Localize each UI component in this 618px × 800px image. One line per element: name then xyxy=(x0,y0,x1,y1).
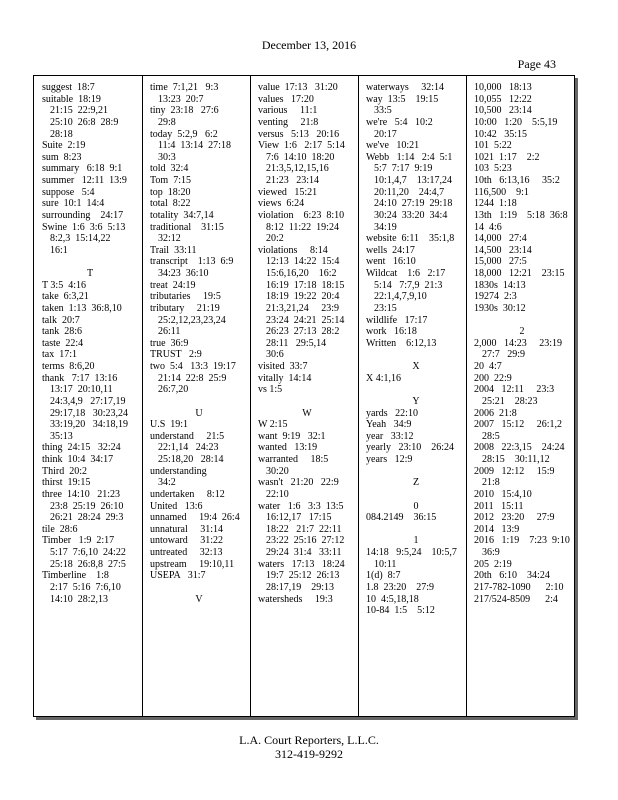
index-entry: Yeah 34:9 xyxy=(366,419,412,431)
index-entry: visited 33:7 xyxy=(258,361,308,372)
index-entry: 19274 2:3 xyxy=(474,291,517,303)
index-entry-continuation: 28:17,19 29:13 xyxy=(266,581,335,593)
blank-line xyxy=(366,349,466,361)
index-entry: time 7:1,21 9:3 xyxy=(150,82,219,93)
index-entry: 1021 1:17 2:2 xyxy=(474,151,540,163)
index-entry: summary 6:18 9:1 xyxy=(42,163,123,175)
index-entry-continuation: 28:15 30:11,12 xyxy=(482,454,550,465)
index-entry-continuation: 7:6 14:10 18:20 xyxy=(266,151,335,163)
blank-line xyxy=(366,489,466,501)
blank-line xyxy=(366,466,466,478)
footer xyxy=(0,733,618,761)
index-entry: views 6:24 xyxy=(258,198,305,210)
index-entry: 20th 6:10 34:24 xyxy=(474,570,550,582)
index-entry: 10,000 18:13 xyxy=(474,82,532,93)
index-entry: work 16:18 xyxy=(366,326,417,338)
index-entry: 1.8 23:20 27:9 xyxy=(366,581,435,593)
index-entry-continuation: 28:11 29:5,14 xyxy=(266,337,327,349)
index-entry-continuation: 33:5 xyxy=(374,105,392,117)
index-entry: wells 24:17 xyxy=(366,244,415,256)
index-entry: value 17:13 31:20 xyxy=(258,82,338,93)
index-entry: 1830s 14:13 xyxy=(474,279,526,291)
blank-line xyxy=(474,315,570,327)
index-entry: transcript 1:13 6:9 xyxy=(150,256,234,268)
section-letter: T xyxy=(86,268,94,279)
index-entry: violations 8:14 xyxy=(258,244,328,256)
index-entry-continuation: 21:3,21,24 23:9 xyxy=(266,302,340,314)
index-entry: we've 10:21 xyxy=(366,140,420,152)
index-entry: 205 2:19 xyxy=(474,558,512,570)
index-entry: waterways 32:14 xyxy=(366,82,445,93)
index-entry: Timberline 1:8 xyxy=(42,570,109,582)
index-entry: wildlife 17:17 xyxy=(366,314,428,326)
index-entry-continuation: 25:18,20 28:14 xyxy=(158,454,224,465)
index-entry: tributary 21:19 xyxy=(150,302,220,314)
index-entry: 10th 6:13,16 35:2 xyxy=(474,175,560,186)
blank-line xyxy=(366,524,466,536)
index-entry-continuation: 27:7 29:9 xyxy=(482,349,526,361)
index-entry: 084.2149 36:15 xyxy=(366,512,437,524)
index-entry: Trail 33:11 xyxy=(150,244,197,256)
index-entry: 2008 22:3,15 24:24 xyxy=(474,442,565,454)
index-entry: Swine 1:6 3:6 5:13 xyxy=(42,221,126,233)
section-letter: Z xyxy=(412,477,420,489)
index-entry: sure 10:1 14:4 xyxy=(42,198,105,210)
index-entry: U.S 19:1 xyxy=(150,419,189,431)
index-entry-continuation: 21:3,5,12,15,16 xyxy=(266,163,329,175)
index-entry: View 1:6 2:17 5:14 xyxy=(258,140,345,152)
index-entry-continuation: 21:8 xyxy=(482,477,500,489)
index-entry: versus 5:13 20:16 xyxy=(258,128,340,140)
index-entry: values 17:20 xyxy=(258,93,314,105)
index-entry: traditional 31:15 xyxy=(150,221,224,233)
index-entry-continuation: 35:13 xyxy=(50,430,73,442)
index-entry: TRUST 2:9 xyxy=(150,349,202,361)
index-entry: 10:00 1:20 5:5,19 xyxy=(474,116,558,128)
index-entry-continuation: 30:20 xyxy=(266,465,289,477)
index-entry: vitally 14:14 xyxy=(258,372,312,384)
index-entry-continuation: 22:10 xyxy=(266,488,289,500)
page-number: Page 43 xyxy=(517,57,556,71)
index-entry: 18,000 12:21 23:15 xyxy=(474,268,565,279)
section-letter: W xyxy=(302,407,312,419)
transcript-date: December 13, 2016 xyxy=(261,38,357,52)
index-entry: 14 4:6 xyxy=(474,221,502,233)
index-entry-continuation: 23:15 xyxy=(374,302,397,314)
index-entry: sum 8:23 xyxy=(42,151,82,163)
index-entry: suppose 5:4 xyxy=(42,186,95,198)
index-entry: want 9:19 32:1 xyxy=(258,430,326,442)
index-entry-continuation: 26:7,20 xyxy=(158,384,189,396)
index-entry: Suite 2:19 xyxy=(42,140,86,152)
index-entry: suitable 18:19 xyxy=(42,93,101,105)
index-entry-continuation: 30:6 xyxy=(266,349,284,361)
index-entry: upstream 19:10,11 xyxy=(150,558,235,570)
index-entry-continuation: 34:2 xyxy=(158,477,176,489)
index-entry-continuation: 25:18 26:8,8 27:5 xyxy=(50,558,126,570)
index-entry: yards 22:10 xyxy=(366,407,418,419)
index-entry: 2009 12:12 15:9 xyxy=(474,465,555,477)
index-entry: 2014 13:9 xyxy=(474,523,520,535)
index-entry: suggest 18:7 xyxy=(42,82,95,93)
index-entry-continuation: 18:19 19:22 20:4 xyxy=(266,291,340,303)
index-entry: thirst 19:15 xyxy=(42,477,91,489)
index-entry: USEPA 31:7 xyxy=(150,570,206,582)
index-entry: understand 21:5 xyxy=(150,430,225,442)
index-entry: wanted 13:19 xyxy=(258,442,318,454)
index-entry: 2,000 14:23 23:19 xyxy=(474,337,563,349)
index-entry: water 1:6 3:3 13:5 xyxy=(258,500,344,512)
index-entry: Webb 1:14 2:4 5:1 xyxy=(366,151,453,163)
index-entry: violation 6:23 8:10 xyxy=(258,209,345,221)
index-entry: tank 28:6 xyxy=(42,326,82,338)
index-entry-continuation: 10:1,4,7 13:17,24 xyxy=(374,175,453,186)
index-entry: 2011 15:11 xyxy=(474,500,524,512)
index-entry: 13th 1:19 5:18 36:8 xyxy=(474,209,568,221)
index-entry: Written 6:12,13 xyxy=(366,337,437,349)
index-entry: unnatural 31:14 xyxy=(150,523,224,535)
index-entry-continuation: 5:17 7:6,10 24:22 xyxy=(50,547,126,558)
section-letter: X xyxy=(412,361,420,372)
index-entry: 2004 12:11 23:3 xyxy=(474,384,555,396)
blank-line xyxy=(42,256,138,268)
index-entry: Timber 1:9 2:17 xyxy=(42,535,115,547)
index-entry-continuation: 5:14 7:7,9 21:3 xyxy=(374,279,443,291)
index-column-1 xyxy=(42,82,138,710)
index-entry-continuation: 30:24 33:20 34:4 xyxy=(374,209,448,221)
index-entry-continuation: 34:23 36:10 xyxy=(158,268,209,279)
index-entry: 2007 15:12 26:1,2 xyxy=(474,419,563,431)
index-entry-continuation: 25:10 26:8 28:9 xyxy=(50,116,119,128)
index-entry: wasn't 21:20 22:9 xyxy=(258,477,339,489)
index-entry: warranted 18:5 xyxy=(258,454,329,465)
index-entry: treat 24:19 xyxy=(150,279,196,291)
index-entry-continuation: 15:6,16,20 16:2 xyxy=(266,268,337,279)
index-entry: 10,055 12:22 xyxy=(474,93,532,105)
index-entry-continuation: 24:10 27:19 29:18 xyxy=(374,198,453,210)
index-entry-continuation: 30:3 xyxy=(158,151,176,163)
index-entry: venting 21:8 xyxy=(258,116,319,128)
index-entry: 20 4:7 xyxy=(474,361,502,372)
index-entry: 14:18 9:5,24 10:5,7 xyxy=(366,547,457,558)
index-entry-continuation: 24:3,4,9 27:17,19 xyxy=(50,395,126,407)
index-entry-continuation: 13:17 20:10,11 xyxy=(50,384,113,396)
section-letter: 2 xyxy=(519,326,525,338)
section-letter: U xyxy=(195,407,203,419)
section-letter: Y xyxy=(412,395,420,407)
index-entry-continuation: 33:19,20 34:18,19 xyxy=(50,419,129,431)
index-entry-continuation: 16:19 17:18 18:15 xyxy=(266,279,345,291)
blank-line xyxy=(366,384,466,396)
index-entry: W 2:15 xyxy=(258,419,288,431)
index-entry: 14,000 27:4 xyxy=(474,233,527,245)
index-entry-continuation: 25:21 28:23 xyxy=(482,395,538,407)
index-entry: 2010 15:4,10 xyxy=(474,488,532,500)
index-entry-continuation: 2:17 5:16 7:6,10 xyxy=(50,581,121,593)
index-entry: taken 1:13 36:8,10 xyxy=(42,302,122,314)
index-entry: two 5:4 13:3 19:17 xyxy=(150,361,236,372)
index-entry-continuation: 11:4 13:14 27:18 xyxy=(158,140,231,152)
index-entry-continuation: 22:1,4,7,9,10 xyxy=(374,291,427,303)
index-entry: 14,500 23:14 xyxy=(474,244,532,256)
index-entry: summer 12:11 13:9 xyxy=(42,175,127,186)
index-entry: United 13:6 xyxy=(150,500,203,512)
index-entry: taste 22:4 xyxy=(42,337,84,349)
index-entry: tributaries 19:5 xyxy=(150,291,221,303)
index-entry: totality 34:7,14 xyxy=(150,209,214,221)
index-entry-continuation: 14:10 28:2,13 xyxy=(50,593,109,605)
index-entry-continuation: 36:9 xyxy=(482,547,500,558)
index-entry: 1930s 30:12 xyxy=(474,302,526,314)
index-entry-continuation: 28:5 xyxy=(482,430,500,442)
index-entry-continuation: 28:18 xyxy=(50,128,73,140)
index-entry-continuation: 16:12,17 17:15 xyxy=(266,512,332,524)
index-entry: tile 28:6 xyxy=(42,523,78,535)
index-entry: way 13:5 19:15 xyxy=(366,93,439,105)
index-entry: 2016 1:19 7:23 9:10 xyxy=(474,535,570,547)
index-entry-continuation: 20:17 xyxy=(374,128,397,140)
index-entry-continuation: 5:7 7:17 9:19 xyxy=(374,163,433,175)
index-entry-continuation: 23:8 25:19 26:10 xyxy=(50,500,124,512)
index-column-2 xyxy=(150,82,248,710)
index-entry: unnamed 19:4 26:4 xyxy=(150,512,240,524)
index-entry: 10-84 1:5 5:12 xyxy=(366,605,435,617)
index-entry: years 12:9 xyxy=(366,454,413,465)
index-entry-continuation: 18:22 21:7 22:11 xyxy=(266,523,342,535)
index-entry: think 10:4 34:17 xyxy=(42,454,114,465)
index-entry: thank 7:17 13:16 xyxy=(42,372,118,384)
index-entry: top 18:20 xyxy=(150,186,191,198)
index-entry: 217-782-1090 2:10 xyxy=(474,581,564,593)
blank-line xyxy=(258,396,356,408)
reporter-name: L.A. Court Reporters, L.L.C. xyxy=(239,733,379,747)
index-entry: undertaken 8:12 xyxy=(150,488,225,500)
section-letter: 0 xyxy=(413,500,419,512)
index-entry: Third 20:2 xyxy=(42,465,87,477)
index-entry: three 14:10 21:23 xyxy=(42,488,121,500)
index-entry: untoward 31:22 xyxy=(150,535,224,547)
index-entry: untreated 32:13 xyxy=(150,547,223,558)
index-entry: vs 1:5 xyxy=(258,384,283,396)
index-entry: 200 22:9 xyxy=(474,372,512,384)
reporter-phone: 312-419-9292 xyxy=(275,747,343,761)
index-frame xyxy=(33,75,575,717)
index-entry: yearly 23:10 26:24 xyxy=(366,442,455,454)
index-entry-continuation: 21:15 22:9,21 xyxy=(50,105,109,117)
index-entry: 1244 1:18 xyxy=(474,198,517,210)
index-entry: T 3:5 4:16 xyxy=(42,279,86,291)
index-entry-continuation: 29:17,18 30:23,24 xyxy=(50,407,129,419)
index-entry: Tom 7:15 xyxy=(150,175,191,186)
index-entry-continuation: 20:11,20 24:4,7 xyxy=(374,186,445,198)
index-entry-continuation: 21:14 22:8 25:9 xyxy=(158,372,227,384)
index-entry: talk 20:7 xyxy=(42,314,80,326)
index-entry-continuation: 29:24 31:4 33:11 xyxy=(266,547,342,558)
index-entry: told 32:4 xyxy=(150,163,189,175)
index-entry-continuation: 34:19 xyxy=(374,221,397,233)
index-entry: various 11:1 xyxy=(258,105,318,117)
index-entry: 116,500 9:1 xyxy=(474,186,529,198)
index-entry: Wildcat 1:6 2:17 xyxy=(366,268,446,279)
index-entry-continuation: 16:1 xyxy=(50,244,68,256)
index-entry: 15,000 27:5 xyxy=(474,256,527,268)
blank-line xyxy=(150,396,248,408)
index-entry: 2012 23:20 27:9 xyxy=(474,512,555,524)
index-entry-continuation: 10:11 xyxy=(374,558,397,570)
index-column-4 xyxy=(366,82,466,710)
index-entry-continuation: 32:12 xyxy=(158,233,181,245)
index-entry-continuation: 8:2,3 15:14,22 xyxy=(50,233,111,245)
index-entry-continuation: 26:23 27:13 28:2 xyxy=(266,326,340,338)
index-entry: 10 4:5,18,18 xyxy=(366,593,419,605)
index-entry-continuation: 25:2,12,23,23,24 xyxy=(158,314,226,326)
index-entry-continuation: 29:8 xyxy=(158,116,176,128)
index-entry: take 6:3,21 xyxy=(42,291,89,303)
index-entry: true 36:9 xyxy=(150,337,189,349)
index-entry: tax 17:1 xyxy=(42,349,77,361)
index-entry: year 33:12 xyxy=(366,430,414,442)
column-divider xyxy=(142,76,143,716)
index-entry: 101 5:22 xyxy=(474,140,512,152)
index-entry: 217/524-8509 2:4 xyxy=(474,593,558,605)
index-entry: understanding xyxy=(150,465,207,477)
index-entry: 1(d) 8:7 xyxy=(366,570,401,582)
index-entry: tiny 23:18 27:6 xyxy=(150,105,219,117)
index-entry: viewed 15:21 xyxy=(258,186,318,198)
index-entry: thing 24:15 32:24 xyxy=(42,442,121,454)
index-entry: total 8:22 xyxy=(150,198,191,210)
index-entry: today 5:2,9 6:2 xyxy=(150,128,218,140)
section-letter: V xyxy=(195,593,203,605)
column-divider xyxy=(466,76,467,716)
index-entry-continuation: 13:23 20:7 xyxy=(158,93,204,105)
index-entry-continuation: 26:11 xyxy=(158,326,181,338)
index-entry-continuation: 23:22 25:16 27:12 xyxy=(266,535,345,547)
section-letter: 1 xyxy=(413,535,419,547)
index-entry-continuation: 21:23 23:14 xyxy=(266,175,320,186)
index-entry-continuation: 20:2 xyxy=(266,233,284,245)
index-entry-continuation: 8:12 11:22 19:24 xyxy=(266,221,339,233)
column-divider xyxy=(358,76,359,716)
index-entry: 10,500 23:14 xyxy=(474,105,532,117)
index-entry: terms 8:6,20 xyxy=(42,361,95,372)
index-entry: we're 5:4 10:2 xyxy=(366,116,433,128)
index-entry: 2006 21:8 xyxy=(474,407,517,419)
index-entry: X 4:1,16 xyxy=(366,372,401,384)
index-entry: went 16:10 xyxy=(366,256,416,268)
index-entry: 103 5:23 xyxy=(474,163,512,175)
index-entry-continuation: 22:1,14 24:23 xyxy=(158,442,219,454)
index-entry-continuation: 12:13 14:22 15:4 xyxy=(266,256,340,268)
index-entry: website 6:11 35:1,8 xyxy=(366,233,455,245)
index-column-5 xyxy=(474,82,570,710)
index-entry-continuation: 19:7 25:12 26:13 xyxy=(266,570,340,582)
column-divider xyxy=(250,76,251,716)
index-entry: surrounding 24:17 xyxy=(42,209,124,221)
index-entry: watersheds 19:3 xyxy=(258,593,333,605)
index-entry-continuation: 23:24 24:21 25:14 xyxy=(266,314,345,326)
blank-line xyxy=(150,582,248,594)
index-entry-continuation: 26:21 28:24 29:3 xyxy=(50,512,124,524)
index-entry: 10:42 35:15 xyxy=(474,128,528,140)
index-entry: waters 17:13 18:24 xyxy=(258,558,345,570)
index-column-3 xyxy=(258,82,356,710)
